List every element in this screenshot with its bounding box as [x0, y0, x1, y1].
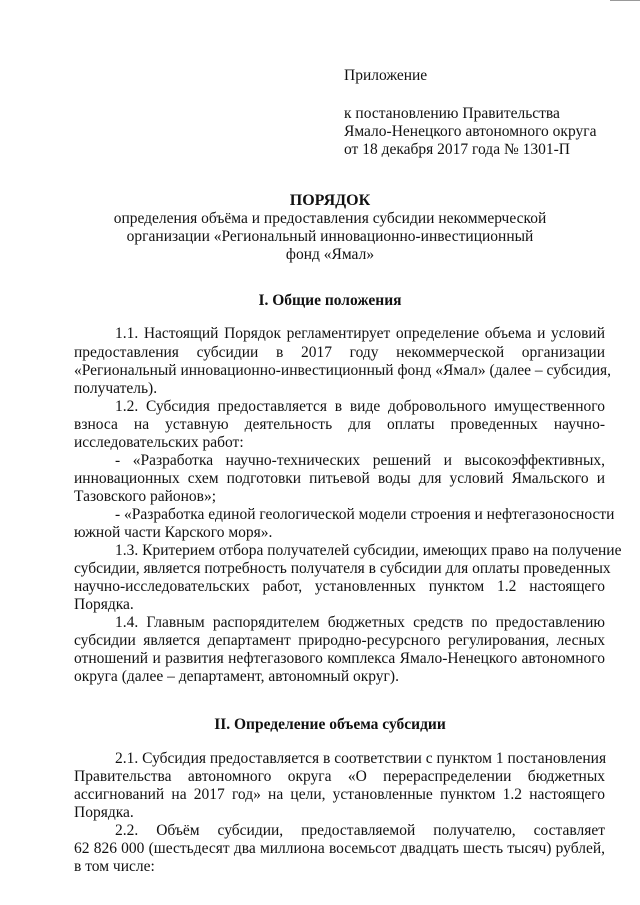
section-heading-volume: II. Определение объема субсидии [214, 716, 446, 733]
list-item-line: - «Разработка единой геологической модели строения и нефтегазоносности [115, 506, 615, 523]
list-item-line: южной части Карского моря». [74, 524, 273, 541]
document-title: ПОРЯДОК [289, 192, 371, 209]
list-item-line: инновационных схем подготовки питьевой воды для условий Ямальского и [74, 470, 605, 487]
appendix-title: Приложение [344, 67, 428, 84]
paragraph-line: Правительства автономного округа «О перераспределении бюджетных [74, 768, 605, 785]
section-heading-general: I. Общие положения [258, 292, 402, 309]
paragraph-line: в том числе: [74, 858, 155, 875]
paragraph-line: ассигнований на 2017 год» на цели, установленные пунктом 1.2 настоящего [74, 786, 605, 803]
paragraph-line: округа (далее – департамент, автономный округ). [74, 668, 399, 685]
paragraph-line: 2.2. Объём субсидии, предоставляемой получателю, составляет [115, 822, 605, 839]
paragraph-line: Порядка. [74, 804, 134, 821]
paragraph-line: 1.3. Критерием отбора получателей субсидии, имеющих право на получение [115, 542, 622, 559]
paragraph-line: отношений и развития нефтегазового комплекса Ямало-Ненецкого автономного [74, 650, 605, 667]
appendix-line: к постановлению Правительства [344, 105, 560, 122]
paragraph-line: 2.1. Субсидия предоставляется в соответствии с пунктом 1 постановления [115, 750, 607, 767]
paragraph-line: Порядка. [74, 596, 134, 613]
paragraph-line: 1.4. Главным распорядителем бюджетных средств по предоставлению [115, 614, 605, 631]
paragraph-line: «Региональный инновационно-инвестиционный фонд «Ямал» (далее – субсидия, [74, 362, 611, 379]
document-subtitle-line: организации «Региональный инновационно-инвестиционный [126, 228, 534, 245]
document-subtitle-line: фонд «Ямал» [285, 246, 375, 263]
list-item-line: - «Разработка научно-технических решений и высокоэффективных, [115, 452, 605, 469]
paragraph-line: предоставления субсидии в 2017 году некоммерческой организации [74, 344, 605, 361]
list-item-line: Тазовского районов»; [74, 488, 217, 505]
paragraph-line: 1.2. Субсидия предоставляется в виде добровольного имущественного [115, 398, 605, 415]
paragraph-line: научно-исследовательских работ, установленных пунктом 1.2 настоящего [74, 578, 605, 595]
paragraph-line: 62 826 000 (шестьдесят два миллиона восемьсот двадцать шесть тысяч) рублей, [74, 840, 605, 857]
scan-edge-mark [610, 0, 640, 1]
paragraph-line: субсидии является департамент природно-ресурсного регулирования, лесных [74, 632, 605, 649]
paragraph-line: получатель). [74, 380, 158, 397]
document-subtitle-line: определения объёма и предоставления субсидии некоммерческой [113, 210, 547, 227]
appendix-line: Ямало-Ненецкого автономного округа [344, 123, 597, 140]
paragraph-line: взноса на уставную деятельность для оплаты проведенных научно- [74, 416, 605, 433]
paragraph-line: исследовательских работ: [74, 434, 244, 451]
paragraph-line: 1.1. Настоящий Порядок регламентирует определение объема и условий [115, 325, 605, 342]
appendix-line: от 18 декабря 2017 года № 1301-П [344, 141, 570, 158]
paragraph-line: субсидии, является потребность получателя в субсидии для оплаты проведенных [74, 560, 611, 577]
